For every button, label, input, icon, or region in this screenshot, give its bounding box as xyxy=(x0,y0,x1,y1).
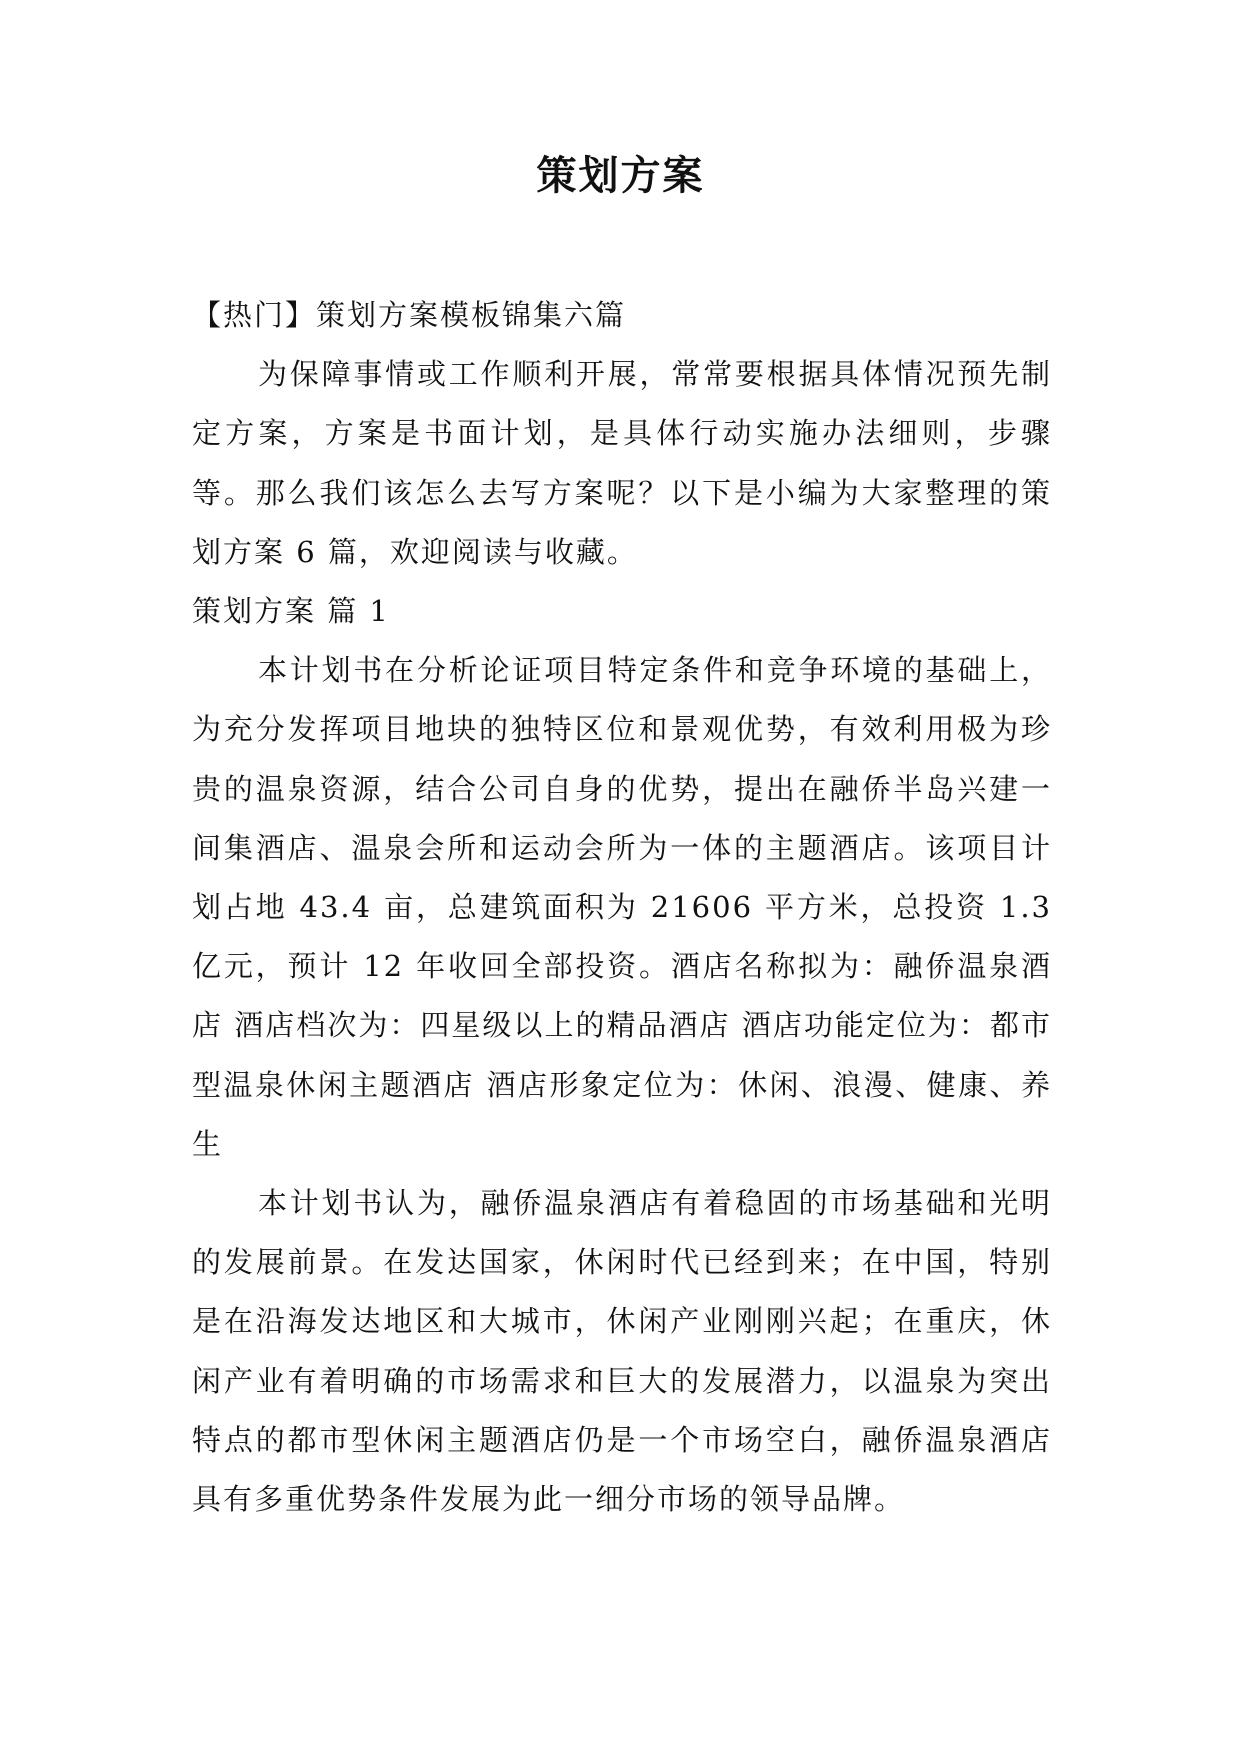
body-paragraph-2: 本计划书认为，融侨温泉酒店有着稳固的市场基础和光明的发展前景。在发达国家，休闲时代已经到来；在中国，特别是在沿海发达地区和大城市，休闲产业刚刚兴起；在重庆，休闲产业有着明确的市场需求和巨大的发展潜力，以温泉为突出特点的都市型休闲主题酒店仍是一个市场空白，融侨温泉酒店具有多重优势条件发展为此一细分市场的领导品牌。 xyxy=(192,1186,1052,1517)
document-title: 策划方案 xyxy=(536,153,705,199)
section-heading: 策划方案 篇 1 xyxy=(192,594,390,629)
body-paragraph-1: 本计划书在分析论证项目特定条件和竞争环境的基础上，为充分发挥项目地块的独特区位和景观优势，有效利用极为珍贵的温泉资源，结合公司自身的优势，提出在融侨半岛兴建一间集酒店、温泉会所和运动会所为一体的主题酒店。该项目计划占地 43.4 亩，总建筑面积为 21606 平方米，总投资 1.3 亿元，预计 12 年收回全部投资。酒店名称拟为：融侨温泉酒店 酒店档次为：四星级以上的精品酒店 酒店功能定位为：都市型温泉休闲主题酒店 酒店形象定位为：休闲、浪漫、健康、养生 xyxy=(192,653,1052,1161)
document-subtitle: 【热门】策划方案模板锦集六篇 xyxy=(192,298,627,332)
intro-paragraph: 为保障事情或工作顺利开展，常常要根据具体情况预先制定方案，方案是书面计划，是具体行动实施办法细则，步骤等。那么我们该怎么去写方案呢？以下是小编为大家整理的策划方案 6 篇，欢迎阅读与收藏。 xyxy=(192,357,1052,569)
document-body xyxy=(192,286,1052,1529)
